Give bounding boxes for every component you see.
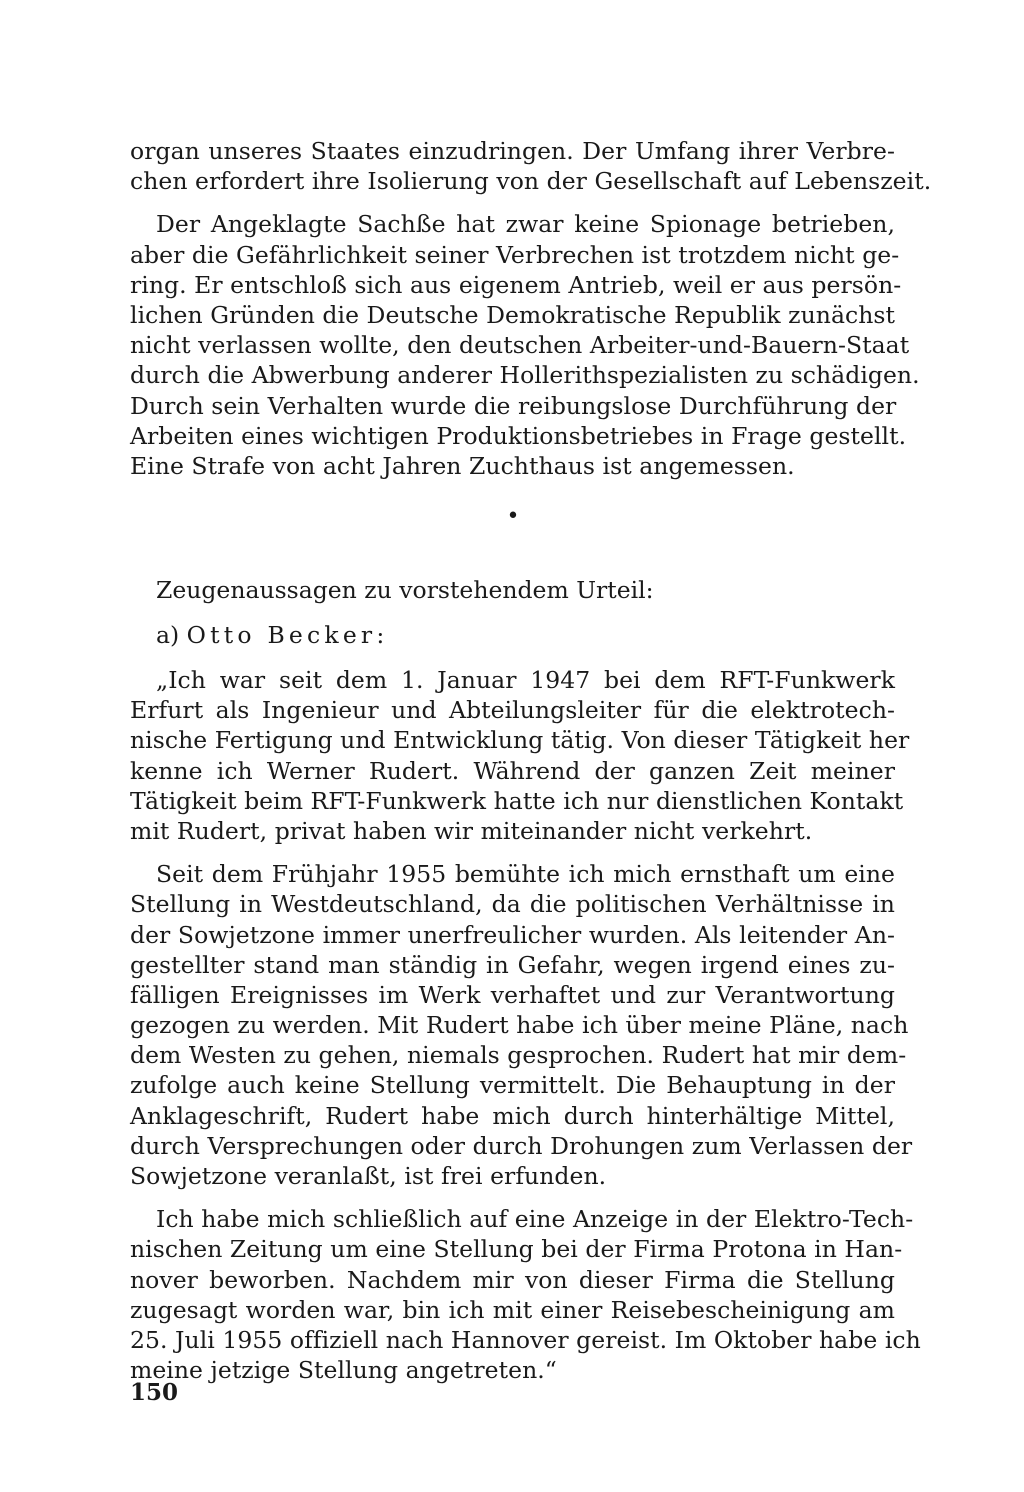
testimony-paragraph-1 <box>130 665 910 846</box>
text-line: aber die Gefährlichkeit seiner Verbrechen ist trotzdem nicht ge- <box>130 240 900 269</box>
testimony-block <box>130 665 921 1385</box>
witness-name: Otto Becker <box>186 621 377 649</box>
text-line: nische Fertigung und Entwicklung tätig. Von dieser Tätigkeit her <box>130 726 910 755</box>
text-line: Durch sein Verhalten wurde die reibungslose Durchführung der <box>130 391 897 420</box>
text-line: Ich habe mich schließlich auf eine Anzeige in der Elektro-Tech- <box>156 1205 914 1234</box>
text-line: lichen Gründen die Deutsche Demokratische Republik zunächst <box>130 300 896 329</box>
text-line: zugesagt worden war, bin ich mit einer Reisebescheinigung am <box>130 1295 895 1324</box>
paragraph-continuation <box>130 136 932 196</box>
section-ornament: • <box>506 504 520 529</box>
text-line: Anklageschrift, Rudert habe mich durch hinterhältige Mittel, <box>130 1101 895 1130</box>
text-line: Seit dem Frühjahr 1955 bemühte ich mich ernsthaft um eine <box>156 860 895 889</box>
witness-suffix: : <box>376 621 385 649</box>
section-heading: Zeugenaussagen zu vorstehendem Urteil: <box>156 576 654 604</box>
text-line: durch die Abwerbung anderer Hollerithspezialisten zu schädigen. <box>130 361 920 390</box>
text-line: der Sowjetzone immer unerfreulicher wurden. Als leitender An- <box>130 920 895 949</box>
text-line: Tätigkeit beim RFT-Funkwerk hatte ich nur dienstlichen Kontakt <box>130 786 904 815</box>
text-line: nischen Zeitung um eine Stellung bei der Firma Protona in Han- <box>130 1235 903 1264</box>
witness-label <box>156 620 384 650</box>
text-line: organ unseres Staates einzudringen. Der Umfang ihrer Verbre- <box>130 137 895 165</box>
testimony-paragraph-3 <box>130 1204 921 1385</box>
text-line: chen erfordert ihre Isolierung von der Gesellschaft auf Lebenszeit. <box>130 167 932 196</box>
text-line: fälligen Ereignisses im Werk verhaftet und zur Verantwortung <box>130 980 895 1009</box>
text-line: mit Rudert, privat haben wir miteinander nicht verkehrt. <box>130 816 813 845</box>
paragraph-sachsse <box>130 209 920 481</box>
text-line: Arbeiten eines wichtigen Produktionsbetriebes in Frage gestellt. <box>130 421 907 450</box>
text-line: 25. Juli 1955 offiziell nach Hannover gereist. Im Oktober habe ich <box>130 1325 921 1354</box>
text-line: zufolge auch keine Stellung vermittelt. Die Behauptung in der <box>130 1071 895 1100</box>
text-line: Stellung in Westdeutschland, da die politischen Verhältnisse in <box>130 890 895 919</box>
text-line: Erfurt als Ingenieur und Abteilungsleiter für die elektrotech- <box>130 696 895 725</box>
text-line: durch Versprechungen oder durch Drohungen zum Verlassen der <box>130 1131 913 1160</box>
text-line: nicht verlassen wollte, den deutschen Arbeiter-und-Bauern-Staat <box>130 331 910 360</box>
text-line: Der Angeklagte Sachße hat zwar keine Spionage betrieben, <box>156 210 895 239</box>
text-line: „Ich war seit dem 1. Januar 1947 bei dem RFT-Funkwerk <box>156 666 895 694</box>
text-line: ring. Er entschloß sich aus eigenem Antrieb, weil er aus persön- <box>130 270 902 299</box>
text-line: gezogen zu werden. Mit Rudert habe ich über meine Pläne, nach <box>130 1011 909 1040</box>
witness-marker: a) <box>156 621 180 649</box>
text-line: Sowjetzone veranlaßt, ist frei erfunden. <box>130 1162 607 1190</box>
text-line: meine jetzige Stellung angetreten.“ <box>130 1356 557 1385</box>
text-block-top <box>130 136 932 481</box>
testimony-paragraph-2 <box>130 859 913 1191</box>
text-line: dem Westen zu gehen, niemals gesprochen. Rudert hat mir dem- <box>130 1041 907 1070</box>
text-line: gestellter stand man ständig in Gefahr, wegen irgend eines zu- <box>130 950 895 979</box>
page-number: 150 <box>130 1379 179 1406</box>
text-line: kenne ich Werner Rudert. Während der ganzen Zeit meiner <box>130 756 895 785</box>
text-line: Eine Strafe von acht Jahren Zuchthaus ist angemessen. <box>130 451 795 480</box>
text-line: nover beworben. Nachdem mir von dieser Firma die Stellung <box>130 1265 895 1294</box>
